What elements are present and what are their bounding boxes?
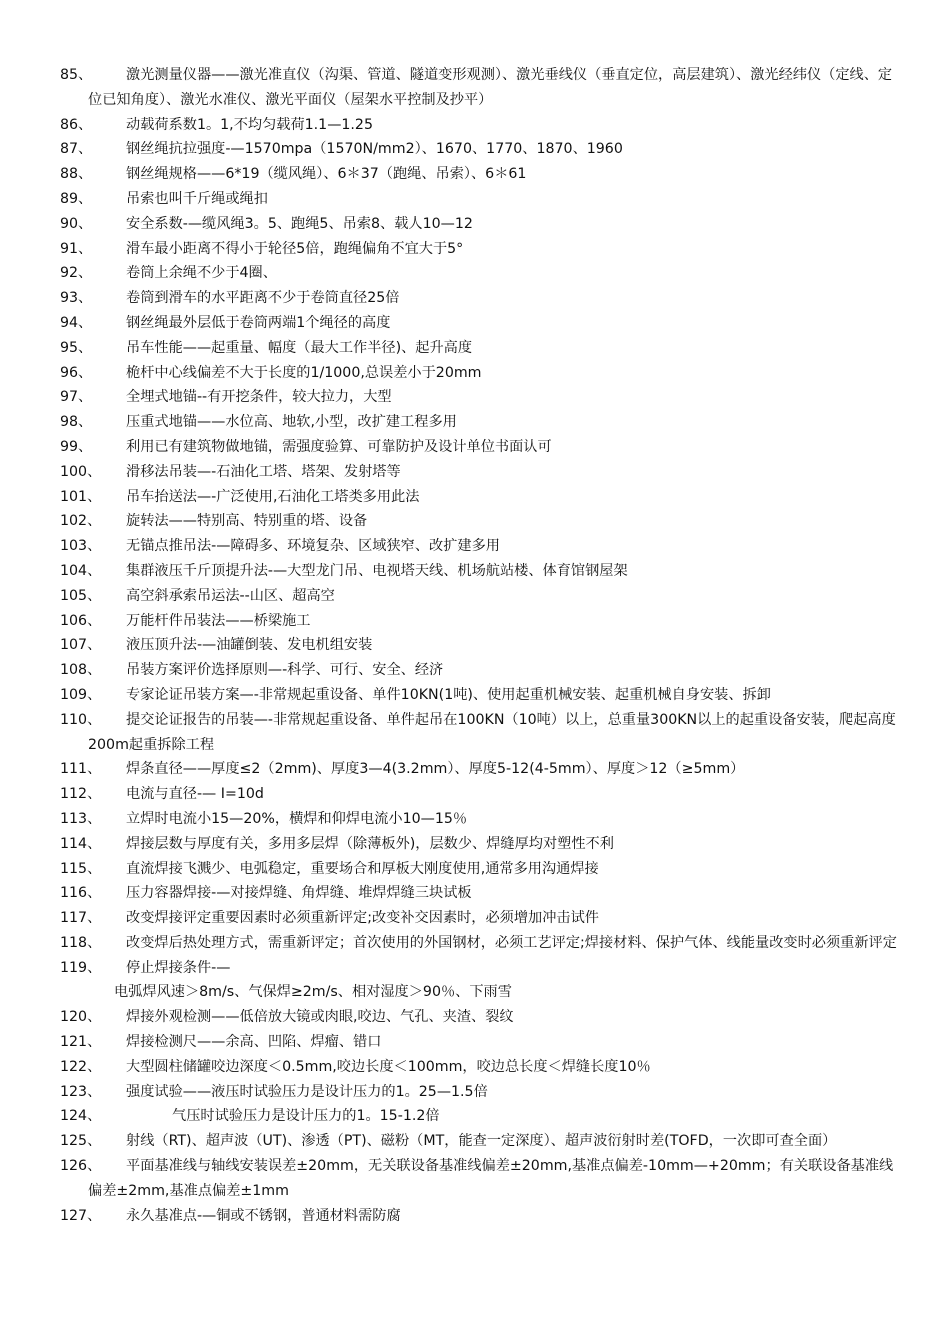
- list-item: [60, 906, 900, 931]
- item-number: 112、: [60, 786, 102, 803]
- item-number: 90、: [60, 215, 93, 232]
- item-number: 96、: [60, 364, 93, 381]
- item-text: 利用已有建筑物做地锚，需强度验算、可靠防护及设计单位书面认可: [126, 438, 552, 455]
- item-number: 116、: [60, 885, 102, 902]
- item-number: 89、: [60, 190, 93, 207]
- list-item: [60, 1030, 900, 1055]
- item-text: 钢丝绳最外层低于卷筒两端1个绳径的高度: [126, 314, 391, 331]
- list-item: [60, 212, 900, 237]
- item-text: 压重式地锚——水位高、地软,小型，改扩建工程多用: [126, 414, 457, 431]
- item-text: 改变焊接评定重要因素时必须重新评定;改变补交因素时，必须增加冲击试件: [126, 910, 599, 927]
- item-number: 110、: [60, 711, 102, 728]
- item-number: 125、: [60, 1133, 102, 1150]
- item-number: 120、: [60, 1009, 102, 1026]
- list-item: [60, 509, 900, 534]
- list-item: [60, 633, 900, 658]
- item-text: 射线（RT)、超声波（UT)、渗透（PT)、磁粉（MT，能查一定深度）、超声波衍射时差(TOFD，一次即可查全面）: [126, 1133, 837, 1150]
- list-item: [60, 782, 900, 807]
- item-text: 旋转法——特别高、特别重的塔、设备: [126, 513, 368, 530]
- item-number: 94、: [60, 314, 93, 331]
- item-text: 吊车性能——起重量、幅度（最大工作半径)、起升高度: [126, 339, 473, 356]
- item-text: 焊条直径——厚度≤2（2mm)、厚度3—4(3.2mm）、厚度5-12(4-5mm）、厚度＞12（≥5mm）: [126, 761, 745, 778]
- list-item: [60, 237, 900, 262]
- list-item: [60, 1055, 900, 1080]
- item-number: 85、: [60, 67, 93, 83]
- item-text: 滑车最小距离不得小于轮径5倍，跑绳偏角不宜大于5°: [126, 240, 464, 257]
- item-text: 专家论证吊装方案—-非常规起重设备、单件10KN(1吨)、使用起重机械安装、起重机械自身安装、拆卸: [126, 686, 771, 703]
- item-text: 安全系数-—缆风绳3。5、跑绳5、吊索8、载人10—12: [126, 215, 473, 232]
- list-item: [60, 1129, 900, 1154]
- item-number: 107、: [60, 637, 102, 654]
- item-text: 卷筒上余绳不少于4圈、: [126, 265, 277, 282]
- item-number: 127、: [60, 1207, 102, 1224]
- item-text: 钢丝绳抗拉强度-—1570mpa（1570N/mm2）、1670、1770、1870、1960: [126, 141, 623, 158]
- list-item: [60, 708, 900, 758]
- numbered-list: [60, 63, 900, 1228]
- item-continuation: 电弧焊风速＞8m/s、气保焊≥2m/s、相对湿度＞90％、下雨雪: [114, 984, 512, 1001]
- item-text: 平面基准线与轴线安装误差±20mm，无关联设备基准线偏差±20mm,基准点偏差-10mm—+20mm；有关联设备基准线偏差±2mm,基准点偏差±1mm: [88, 1158, 894, 1199]
- item-text: 吊装方案评价选择原则—-科学、可行、安全、经济: [126, 662, 444, 679]
- list-item: [60, 361, 900, 386]
- item-text: 压力容器焊接-—对接焊缝、角焊缝、堆焊焊缝三块试板: [126, 885, 472, 902]
- list-item: [60, 137, 900, 162]
- item-number: 106、: [60, 612, 102, 629]
- item-number: 108、: [60, 662, 102, 679]
- list-item: [60, 435, 900, 460]
- list-item: [60, 410, 900, 435]
- list-item: [60, 1080, 900, 1105]
- item-number: 114、: [60, 835, 102, 852]
- item-text: 动载荷系数1。1,不均匀载荷1.1—1.25: [126, 116, 373, 133]
- item-number: 115、: [60, 860, 102, 877]
- list-item: [60, 187, 900, 212]
- item-text: 直流焊接飞溅少、电弧稳定，重要场合和厚板大刚度使用,通常多用沟通焊接: [126, 860, 599, 877]
- item-number: 92、: [60, 265, 93, 282]
- item-text: 大型圆柱储罐咬边深度＜0.5mm,咬边长度＜100mm，咬边总长度＜焊缝长度10％: [126, 1058, 651, 1075]
- item-number: 88、: [60, 166, 93, 183]
- list-item: [60, 311, 900, 336]
- item-text: 高空斜承索吊运法--山区、超高空: [126, 587, 335, 604]
- list-item: [60, 485, 900, 510]
- item-text: 改变焊后热处理方式，需重新评定；首次使用的外国钢材，必须工艺评定;焊接材料、保护气体、线能量改变时必须重新评定: [126, 934, 897, 951]
- list-item: [60, 336, 900, 361]
- item-text: 万能杆件吊装法——桥梁施工: [126, 612, 311, 629]
- list-item: [60, 385, 900, 410]
- item-text: 立焊时电流小15—20%，横焊和仰焊电流小10—15％: [126, 810, 468, 827]
- item-text: 桅杆中心线偏差不大于长度的1/1000,总误差小于20mm: [126, 364, 482, 381]
- item-text: 电流与直径-— I=10d: [126, 786, 264, 803]
- item-number: 104、: [60, 562, 102, 579]
- item-number: 97、: [60, 389, 93, 406]
- item-number: 111、: [60, 761, 102, 778]
- list-item: [60, 63, 900, 113]
- item-number: 102、: [60, 513, 102, 530]
- item-number: 99、: [60, 438, 93, 455]
- item-text: 焊接外观检测——低倍放大镜或肉眼,咬边、气孔、夹渣、裂纹: [126, 1009, 514, 1026]
- list-item: [60, 113, 900, 138]
- item-number: 91、: [60, 240, 93, 257]
- item-number: 98、: [60, 414, 93, 431]
- item-text: 全埋式地锚--有开挖条件，较大拉力，大型: [126, 389, 392, 406]
- item-number: 95、: [60, 339, 93, 356]
- item-number: 109、: [60, 686, 102, 703]
- item-number: 101、: [60, 488, 102, 505]
- item-text: 吊车抬送法—-广泛使用,石油化工塔类多用此法: [126, 488, 420, 505]
- list-item: [60, 460, 900, 485]
- item-number: 118、: [60, 934, 102, 951]
- item-number: 119、: [60, 959, 102, 976]
- item-text: 钢丝绳规格——6*19（缆风绳）、6＊37（跑绳、吊索）、6＊61: [126, 166, 527, 183]
- item-number: 105、: [60, 587, 102, 604]
- item-number: 113、: [60, 810, 102, 827]
- list-item: [60, 807, 900, 832]
- item-number: 93、: [60, 290, 93, 307]
- item-number: 87、: [60, 141, 93, 158]
- item-text: 滑移法吊装—-石油化工塔、塔架、发射塔等: [126, 463, 401, 480]
- item-text: 永久基准点-—铜或不锈钢，普通材料需防腐: [126, 1207, 401, 1224]
- item-text: 停止焊接条件-—: [126, 959, 231, 976]
- list-item: [60, 1005, 900, 1030]
- item-number: 124、: [60, 1108, 102, 1125]
- list-item: [60, 658, 900, 683]
- list-item: [60, 1104, 900, 1129]
- list-item: [60, 857, 900, 882]
- list-item: [60, 956, 900, 1006]
- item-text: 强度试验——液压时试验压力是设计压力的1。25—1.5倍: [126, 1083, 488, 1100]
- list-item: [60, 931, 900, 956]
- item-number: 126、: [60, 1158, 102, 1175]
- item-text: 卷筒到滑车的水平距离不少于卷筒直径25倍: [126, 290, 400, 307]
- item-text: 无锚点推吊法-—障碍多、环境复杂、区域狭窄、改扩建多用: [126, 538, 500, 555]
- list-item: [60, 832, 900, 857]
- item-text: 气压时试验压力是设计压力的1。15-1.2倍: [172, 1108, 440, 1125]
- list-item: [60, 584, 900, 609]
- list-item: [60, 1154, 900, 1204]
- item-number: 86、: [60, 116, 93, 133]
- list-item: [60, 757, 900, 782]
- item-text: 集群液压千斤顶提升法-—大型龙门吊、电视塔天线、机场航站楼、体育馆钢屋架: [126, 562, 628, 579]
- item-text: 激光测量仪器——激光准直仪（沟渠、管道、隧道变形观测）、激光垂线仪（垂直定位，高层建筑）、激光经纬仪（定线、定位已知角度）、激光水准仪、激光平面仪（屋架水平控制及抄平）: [88, 67, 893, 108]
- list-item: [60, 534, 900, 559]
- item-number: 123、: [60, 1083, 102, 1100]
- item-text: 焊接检测尺——余高、凹陷、焊瘤、错口: [126, 1034, 382, 1051]
- list-item: [60, 559, 900, 584]
- item-number: 103、: [60, 538, 102, 555]
- item-text: 液压顶升法-—油罐倒装、发电机组安装: [126, 637, 373, 654]
- list-item: [60, 261, 900, 286]
- list-item: [60, 683, 900, 708]
- item-text: 焊接层数与厚度有关，多用多层焊（除薄板外)，层数少、焊缝厚均对塑性不利: [126, 835, 614, 852]
- item-number: 122、: [60, 1058, 102, 1075]
- item-number: 100、: [60, 463, 102, 480]
- item-text: 吊索也叫千斤绳或绳扣: [126, 190, 268, 207]
- item-text: 提交论证报告的吊装—-非常规起重设备、单件起吊在100KN（10吨）以上，总重量300KN以上的起重设备安装，爬起高度200m起重拆除工程: [88, 711, 896, 753]
- list-item: [60, 1204, 900, 1229]
- item-number: 117、: [60, 910, 102, 927]
- list-item: [60, 162, 900, 187]
- list-item: [60, 286, 900, 311]
- list-item: [60, 881, 900, 906]
- list-item: [60, 609, 900, 634]
- item-number: 121、: [60, 1034, 102, 1051]
